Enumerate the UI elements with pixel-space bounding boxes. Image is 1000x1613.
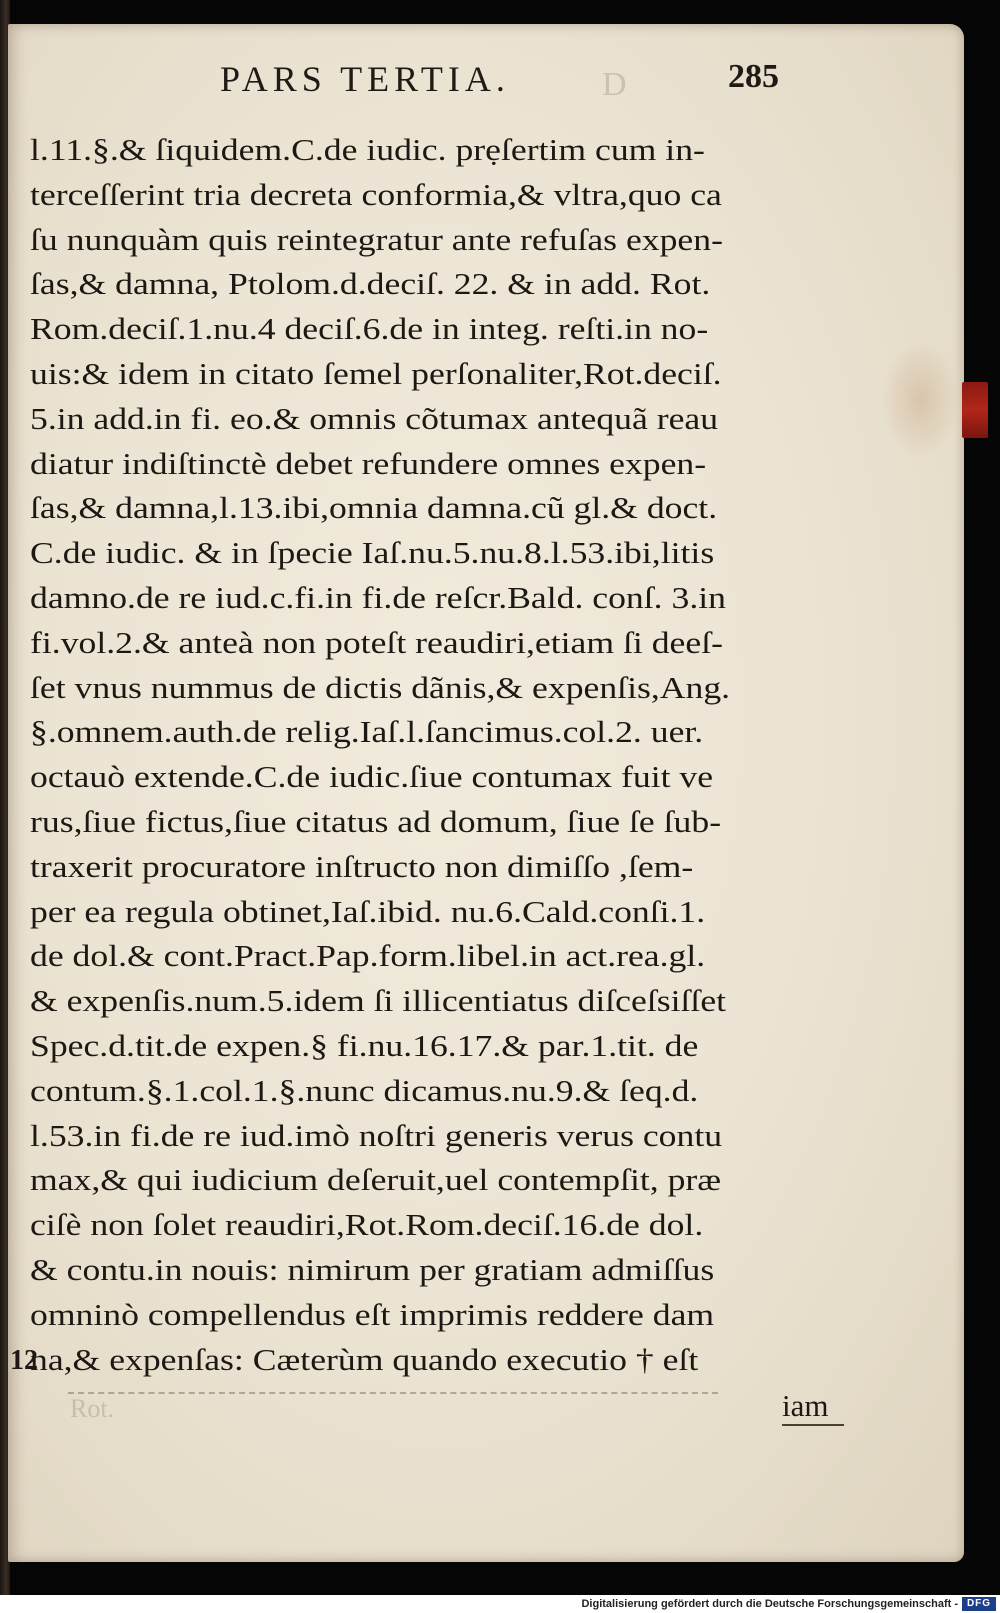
dfg-logo-icon: DFG bbox=[962, 1597, 996, 1611]
catchword-rule bbox=[782, 1424, 844, 1426]
text-line: traxerit procuratore inſtructo non dimiſſo ,ſem- bbox=[30, 848, 694, 884]
text-line: fi.vol.2.& anteà non poteſt reaudiri,etiam ſi deeſ- bbox=[30, 624, 723, 660]
marginal-number: 12 bbox=[10, 1345, 38, 1376]
text-line: contum.§.1.col.1.§.nunc dicamus.nu.9.& ſeq.d. bbox=[30, 1072, 699, 1108]
text-line: Rom.deciſ.1.nu.4 deciſ.6.de in integ. reſti.in no- bbox=[30, 311, 709, 347]
text-line: max,& qui iudicium deſeruit,uel contempſit, præ bbox=[30, 1162, 722, 1198]
text-line: uis:& idem in citato ſemel perſonaliter,Rot.deciſ. bbox=[30, 355, 722, 391]
bookmark-tab bbox=[962, 382, 988, 438]
text-line: ſas,& damna,l.13.ibi,omnia damna.cũ gl.& doct. bbox=[30, 490, 718, 526]
text-line: & expenſis.num.5.idem ſi illicentiatus diſceſsiſſet bbox=[30, 983, 727, 1019]
text-line: l.11.§.& ſiquidem.C.de iudic. prẹſertim cum in- bbox=[30, 132, 705, 167]
text-line: & contu.in nouis: nimirum per gratiam admiſſus bbox=[30, 1251, 715, 1287]
page-stain bbox=[880, 340, 960, 460]
text-line: de dol.& cont.Pract.Pap.form.libel.in act.rea.gl. bbox=[30, 938, 706, 974]
show-through-header: D bbox=[602, 66, 633, 103]
text-line: ſas,& damna, Ptolom.d.deciſ. 22. & in add. Rot. bbox=[30, 266, 711, 302]
text-line: ſu nunquàm quis reintegratur ante refuſas expen- bbox=[30, 221, 723, 257]
text-line: omninò compellendus eſt imprimis reddere dam bbox=[30, 1296, 715, 1332]
text-line: diatur indiſtinctè debet refundere omnes expen- bbox=[30, 445, 707, 481]
text-line: na,& expenſas: Cæterùm quando executio † eſt bbox=[30, 1341, 699, 1377]
text-line: terceſſerint tria decreta conformia,& vltra,quo ca bbox=[30, 176, 722, 212]
running-title: PARS TERTIA. bbox=[220, 59, 510, 99]
body-text bbox=[30, 128, 860, 1382]
page-number: 285 bbox=[728, 58, 779, 95]
text-line: damno.de re iud.c.fi.in fi.de reſcr.Bald. conſ. 3.in bbox=[30, 579, 726, 615]
text-line: l.53.in fi.de re iud.imò noſtri generis verus contu bbox=[30, 1117, 723, 1153]
text-line: ſet vnus nummus de dictis dãnis,& expenſis,Ang. bbox=[30, 669, 731, 705]
footer-credit: Digitalisierung gefördert durch die Deutsche Forschungsgemeinschaft - bbox=[581, 1598, 958, 1610]
catchword: iam bbox=[782, 1388, 829, 1423]
text-line: Spec.d.tit.de expen.§ fi.nu.16.17.& par.1.tit. de bbox=[30, 1027, 699, 1063]
text-line: per ea regula obtinet,Iaſ.ibid. nu.6.Cald.conſi.1. bbox=[30, 893, 706, 929]
text-line: ciſè non ſolet reaudiri,Rot.Rom.deciſ.16.de dol. bbox=[30, 1207, 704, 1243]
show-through-footer: Rot. bbox=[70, 1394, 115, 1423]
text-line: octauò extende.C.de iudic.ſiue contumax fuit ve bbox=[30, 759, 714, 795]
show-through-rule bbox=[68, 1392, 718, 1394]
text-line: §.omnem.auth.de relig.Iaſ.l.ſancimus.col.2. uer. bbox=[30, 714, 704, 750]
text-line: C.de iudic. & in ſpecie Iaſ.nu.5.nu.8.l.53.ibi,litis bbox=[30, 535, 715, 571]
text-line: 5.in add.in fi. eo.& omnis cõtumax antequã reau bbox=[30, 400, 719, 436]
text-line: rus,ſiue fictus,ſiue citatus ad domum, ſiue ſe ſub- bbox=[30, 803, 722, 839]
